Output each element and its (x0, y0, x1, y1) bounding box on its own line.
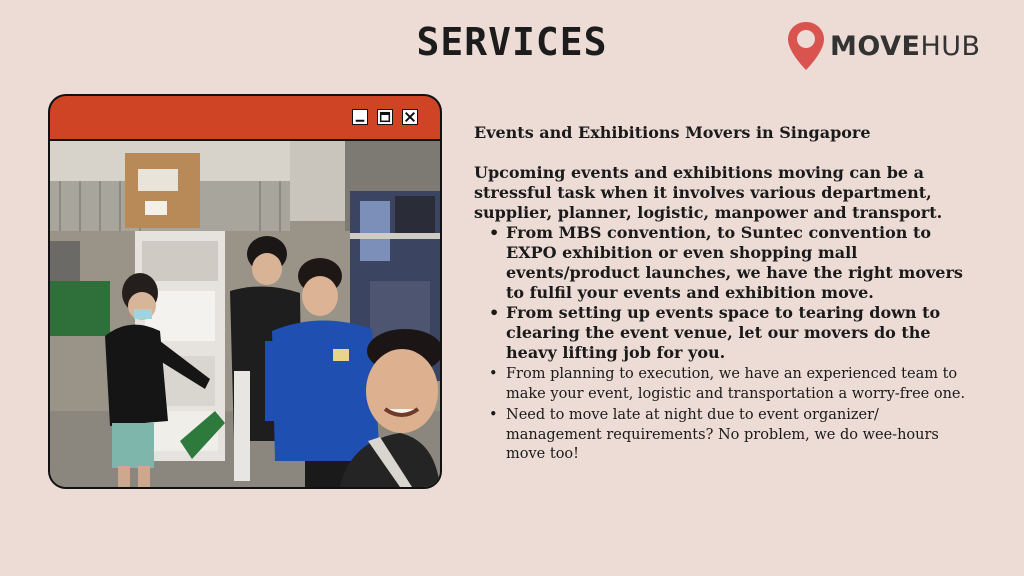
logo-wordmark (830, 31, 981, 62)
list-item: • Need to move late at night due to event organizer/ management requirements? No problem, we do wee-hours move too! (506, 406, 974, 465)
team-photo (50, 141, 440, 487)
window-titlebar (50, 96, 440, 141)
list-item: • From MBS convention, to Suntec convention to EXPO exhibition or even shopping mall events/product launches, we have the right movers to fulfil your events and exhibition move. (506, 223, 974, 303)
section-heading: Events and Exhibitions Movers in Singapore (474, 123, 871, 142)
map-pin-icon (786, 20, 826, 72)
close-icon[interactable] (402, 109, 418, 125)
logo-word-move: MOVE (830, 30, 921, 62)
services-content (474, 123, 974, 465)
maximize-icon[interactable] (377, 109, 393, 125)
list-item: • From planning to execution, we have an experienced team to make your event, logistic and transportation a worry-free one. (506, 365, 974, 404)
page-title: SERVICES (416, 20, 608, 64)
list-item: • From setting up events space to tearing down to clearing the event venue, let our movers do the heavy lifting job for you. (506, 303, 974, 363)
services-list (474, 223, 974, 465)
movehub-logo[interactable] (786, 20, 981, 72)
minimize-icon[interactable] (352, 109, 368, 125)
logo-word-hub: HUB (920, 30, 981, 62)
photo-window (48, 94, 442, 489)
intro-paragraph: Upcoming events and exhibitions moving can be a stressful task when it involves various department, supplier, planner, logistic, manpower and transport. (474, 163, 943, 222)
